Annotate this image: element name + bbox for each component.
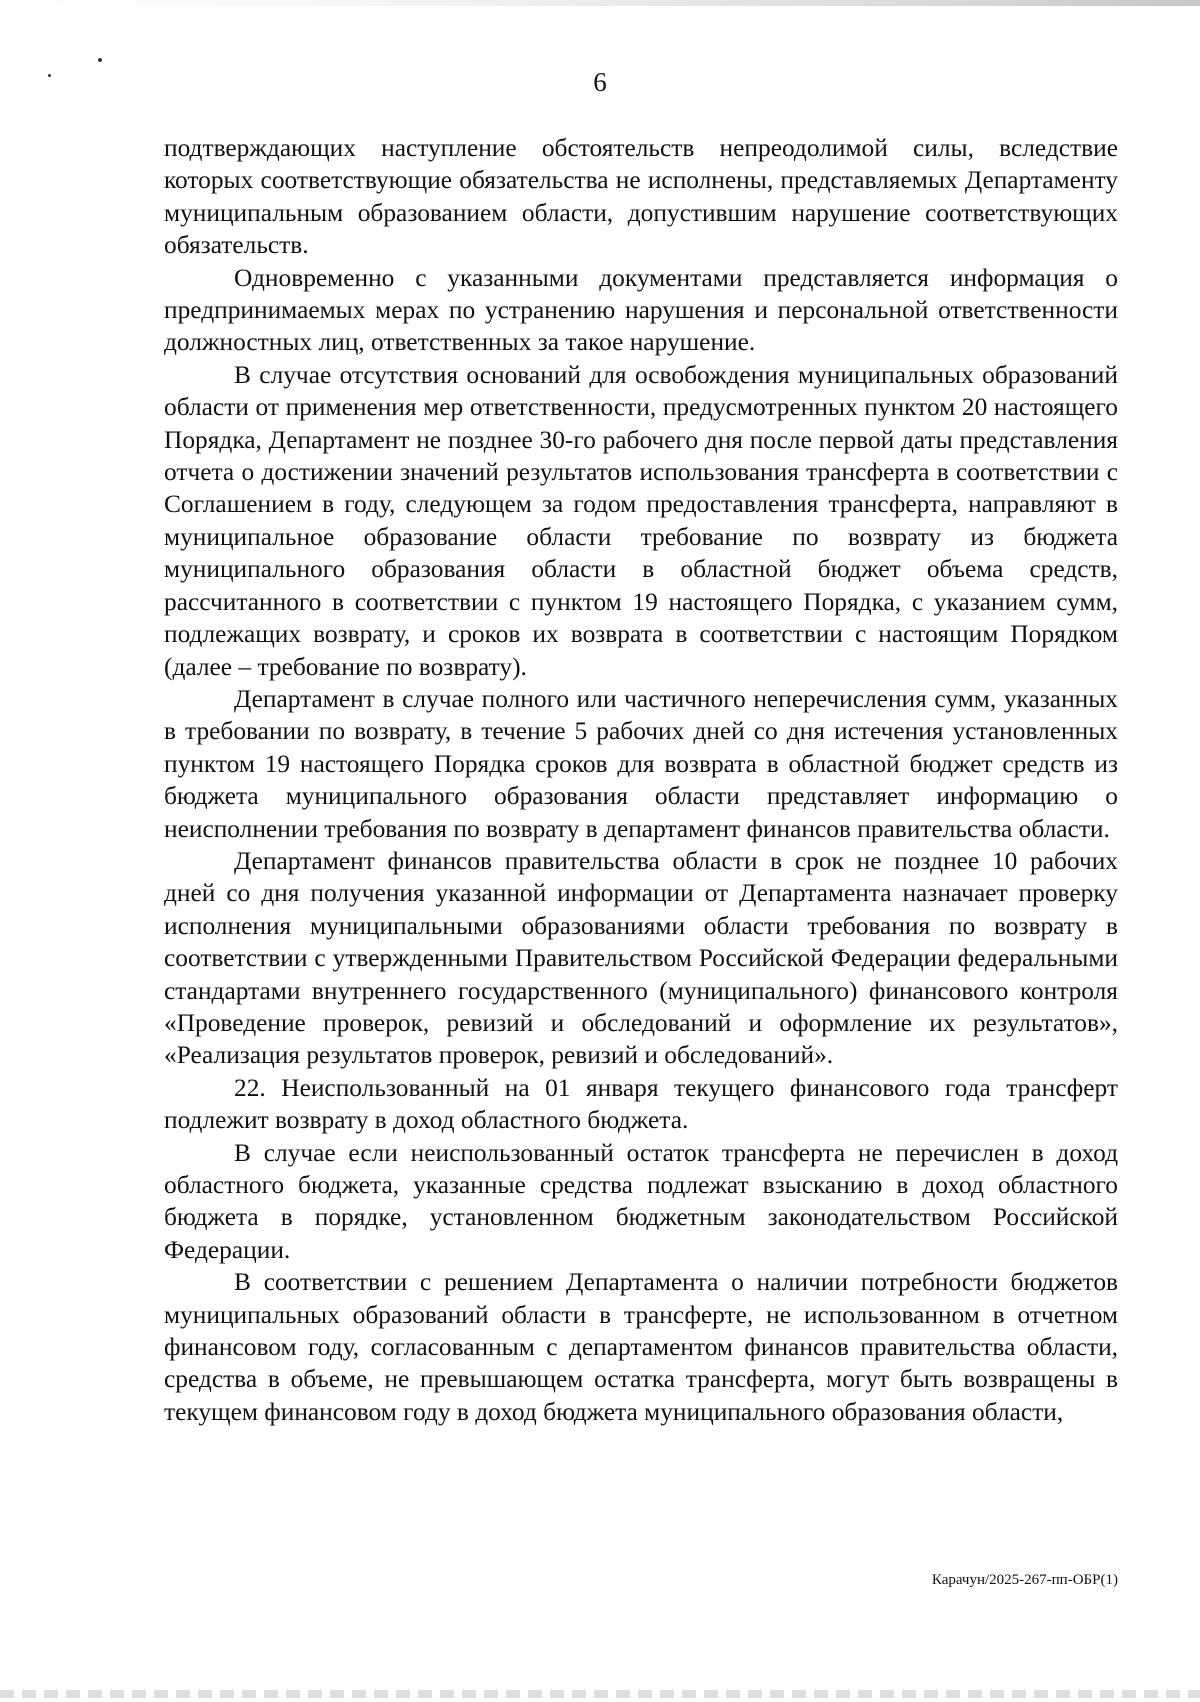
paragraph: Департамент в случае полного или частичного неперечисления сумм, указанных в требовании по возврату, в течение 5 рабочих дней со дня истечения установленных пунктом 19 настоящего Порядка сроков для возврата в областной бюджет средств из бюджета муниципального образования области представляет информацию о неисполнении требования по возврату в департамент финансов правительства области. <box>164 684 1118 843</box>
paragraph: В соответствии с решением Департамента о наличии потребности бюджетов муниципальных образований области в трансферте, не использованном в отчетном финансовом году, согласованным с департаментом финансов правительства области, средства в объеме, не превышающем остатка трансферта, могут быть возвращены в текущем финансовом году в доход бюджета муниципального образования области, <box>164 1268 1118 1426</box>
paragraph: Департамент финансов правительства области в срок не позднее 10 рабочих дней со дня получения указанной информации от Департамента назначает проверку исполнения муниципальными образованиями области требования по возврату в соответствии с утвержденными Правительством Российской Федерации федеральными стандартами внутреннего государственного (муниципального) финансового контроля «Проведение проверок, ревизий и обследований и оформление их результатов», «Реализация результатов проверок, ревизий и обследований». <box>164 846 1118 1070</box>
paragraph: подтверждающих наступление обстоятельств непреодолимой силы, вследствие которых соответствующие обязательства не исполнены, представляемых Департаменту муниципальным образованием области, допустившим нарушение соответствующих обязательств. <box>164 134 1118 260</box>
paragraph: 22. Неиспользованный на 01 января текущего финансового года трансферт подлежит возврату в доход областного бюджета. <box>164 1073 1118 1135</box>
scan-speck <box>98 58 102 62</box>
document-reference-code: Карачун/2025-267-пп-ОБР(1) <box>931 1572 1118 1588</box>
page-number: 6 <box>593 67 607 97</box>
paragraph: Одновременно с указанными документами представляется информация о предпринимаемых мерах по устранению нарушения и персональной ответственности должностных лиц, ответственных за такое нарушение. <box>164 263 1118 357</box>
document-body <box>164 132 1118 1428</box>
scan-edge-top <box>0 0 1200 6</box>
paragraph: В случае если неиспользованный остаток трансферта не перечислен в доход областного бюджета, указанные средства подлежат взысканию в доход областного бюджета в порядке, установленном бюджетным законодательством Российской Федерации. <box>164 1138 1118 1264</box>
scan-edge-bottom <box>0 1690 1200 1698</box>
paragraph: В случае отсутствия оснований для освобождения муниципальных образований области от применения мер ответственности, предусмотренных пунктом 20 настоящего Порядка, Департамент не позднее 30-го рабочего дня после первой даты представления отчета о достижении значений результатов использования трансферта в соответствии с Соглашением в году, следующем за годом предоставления трансферта, направляют в муниципальное образование области требование по возврату из бюджета муниципального образования области в областной бюджет объема средств, рассчитанного в соответствии с пунктом 19 настоящего Порядка, с указанием сумм, подлежащих возврату, и сроков их возврата в соответствии с настоящим Порядком (далее – требование по возврату). <box>164 360 1118 681</box>
